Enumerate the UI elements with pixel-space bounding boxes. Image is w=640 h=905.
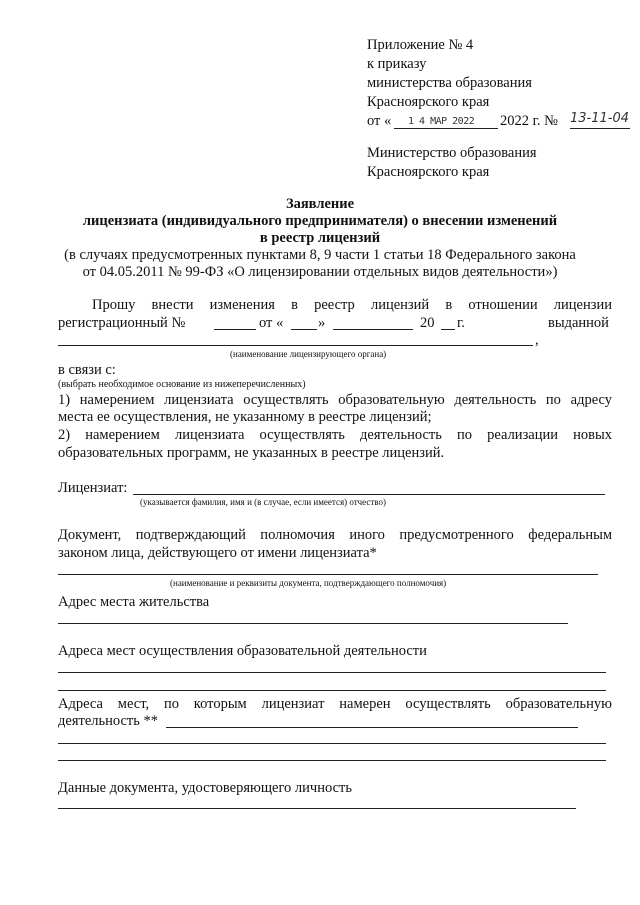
licensee-label: Лицензиат:	[58, 480, 128, 496]
year-prefix: 20	[420, 315, 435, 331]
organ-caption: (наименование лицензирующего органа)	[230, 349, 387, 359]
licensee-caption: (указывается фамилия, имя и (в случае, если имеется) отчество)	[140, 497, 386, 507]
reason-2-line1[interactable]: 2) намерением лицензиата осуществлять деятельность по реализации новых	[58, 427, 612, 443]
authority-doc-line1: Документ, подтверждающий полномочия иного предусмотренного федеральным	[58, 527, 612, 543]
date-stamp: 1 4 МАР 2022	[408, 116, 475, 127]
intended-address-field-2[interactable]	[58, 743, 606, 744]
intended-address-field-1[interactable]	[166, 727, 578, 728]
organ-comma: ,	[535, 332, 539, 348]
reg-number-label: регистрационный №	[58, 315, 186, 331]
authority-doc-line2: законом лица, действующего от имени лицензиата*	[58, 545, 377, 561]
activity-address-field-2[interactable]	[58, 690, 606, 691]
title-law: от 04.05.2011 № 99-ФЗ «О лицензировании отдельных видов деятельности»)	[82, 264, 558, 280]
intended-addresses-line1: Адреса мест, по которым лицензиат намерен осуществлять образовательную	[58, 696, 612, 712]
order-number: 13-11-04	[570, 111, 630, 126]
year-field[interactable]	[441, 329, 455, 330]
year-suffix: г.	[457, 315, 465, 331]
reason-2-line2: образовательных программ, не указанных в реестре лицензий.	[58, 445, 445, 461]
reasons-intro: в связи с:	[58, 362, 116, 378]
request-text: Прошу внести изменения в реестр лицензий в отношении лицензии	[92, 297, 612, 313]
addressee-line2: Красноярского края	[367, 164, 490, 180]
issued-label: выданной	[548, 315, 609, 331]
reason-1-line1[interactable]: 1) намерением лицензиата осуществлять образовательную деятельность по адресу	[58, 392, 612, 408]
appendix-number: Приложение № 4	[367, 37, 474, 53]
intended-addresses-line2: деятельность **	[58, 713, 158, 729]
title-cases: (в случаях предусмотренных пунктами 8, 9 части 1 статьи 18 Федерального закона	[64, 247, 576, 263]
date-year: 2022 г. №	[500, 113, 559, 129]
authority-doc-field[interactable]	[58, 574, 598, 575]
reasons-hint: (выбрать необходимое основание из нижеперечисленных)	[58, 379, 306, 390]
identity-doc-field[interactable]	[58, 808, 576, 809]
residence-label: Адрес места жительства	[58, 594, 210, 610]
authority-doc-caption: (наименование и реквизиты документа, подтверждающего полномочия)	[170, 578, 447, 588]
identity-doc-label: Данные документа, удостоверяющего личность	[58, 780, 352, 796]
day-field[interactable]	[291, 329, 317, 330]
to-order: к приказу	[367, 56, 427, 72]
order-number-underline	[570, 128, 630, 129]
title-statement: Заявление	[285, 196, 355, 212]
reason-1-line2: места ее осуществления, не указанному в реестре лицензий;	[58, 409, 432, 425]
date-underline	[394, 128, 498, 129]
residence-field[interactable]	[58, 623, 568, 624]
reg-number-field[interactable]	[214, 329, 256, 330]
activity-address-field-1[interactable]	[58, 672, 606, 673]
title-licensee: лицензиата (индивидуального предпринимателя) о внесении изменений	[82, 213, 558, 229]
licensee-name-field[interactable]	[133, 494, 605, 495]
region-name: Красноярского края	[367, 94, 490, 110]
quote-close: »	[318, 315, 326, 331]
from-label: от «	[259, 315, 284, 331]
title-registry: в реестр лицензий	[259, 230, 381, 246]
date-prefix: от «	[367, 113, 392, 129]
ministry-name: министерства образования	[367, 75, 532, 91]
month-field[interactable]	[333, 329, 413, 330]
addressee-line1: Министерство образования	[367, 145, 537, 161]
activity-addresses-label: Адреса мест осуществления образовательной деятельности	[58, 643, 427, 659]
licensing-organ-field[interactable]	[58, 345, 533, 346]
intended-address-field-3[interactable]	[58, 760, 606, 761]
